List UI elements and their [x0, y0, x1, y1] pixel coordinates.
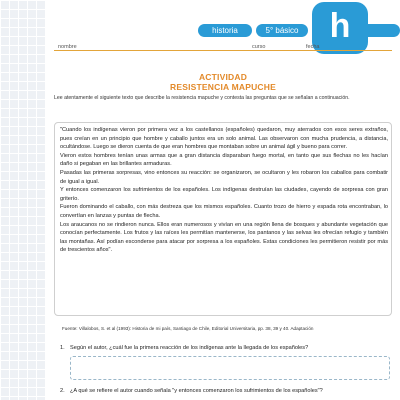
question-number: 2.	[60, 388, 65, 394]
passage-paragraph: Pasadas las primeras sorpresas, vino entonces su reacción: se organizaron, se ocultaron y les robaron los caballos para combatir de igual a igual.	[60, 169, 388, 185]
student-info-line	[54, 50, 392, 51]
passage-paragraph: "Cuando los indígenas vieron por primera vez a los castellanos (españoles) quedaron, muy aterrados con esos seres extraños, pues creían en un principio que hombre y caballo juntos era un solo animal. Las observaron con mucha prudencia, a distancia, ocultándose. Luego se dieron cuenta de que eran hombres que montaban sobre un animal ágil y bueno para correr.	[60, 127, 388, 151]
subject-tag: historia	[198, 24, 252, 37]
question-number: 1.	[60, 345, 65, 351]
source-citation: Fuente: Villalobos, S. et al (1993): Historia de mi país, Santiago de Chile, Editorial Universitaria, pp. 38, 39 y 40. Adaptación	[62, 326, 314, 331]
logo-tab	[368, 24, 400, 37]
question-text: ¿A qué se refiere el autor cuando señala "y entonces comenzaron los sufrimientos de los españoles"?	[70, 388, 323, 394]
fecha-label: fecha	[306, 44, 320, 50]
logo-icon: h	[312, 2, 368, 54]
activity-subtitle: RESISTENCIA MAPUCHE	[170, 82, 276, 92]
answer-box-1[interactable]	[70, 356, 390, 380]
passage-paragraph: Vieron estos hombres tenían unas armas que a gran distancia disparaban fuego mortal, en tanto que sus flechas no les hacían daño si pegaban en las brillantes armaduras.	[60, 152, 388, 168]
instructions: Lee atentamente el siguiente texto que describe la resistencia mapuche y contesta las preguntas que se señalan a continuación.	[54, 95, 350, 101]
passage-paragraph: Los araucanos no se rindieron nunca. Ellos eran numerosos y vivían en una región llena de bosques y abundante vegetación que conocían perfectamente. Los frutos y las raíces les permitían mantenerse, los pantanos y las selvas les ofrecían refugio y también las montañas. Así podían esconderse para atacar por sorpresa a los españoles. Estas condiciones les permitieron resistir por más de trescientos años".	[60, 221, 388, 254]
question-text: Según el autor, ¿cuál fue la primera reacción de los indígenas ante la llegada de los españoles?	[70, 345, 309, 351]
nombre-label: nombre	[58, 44, 77, 50]
passage-paragraph: Fueron dominando el caballo, con más destreza que los mismos españoles. Cuanto trozo de hierro y espada rota encontraban, lo convertían en lanzas y puntas de flecha.	[60, 204, 388, 219]
decorative-grid-band	[0, 0, 46, 400]
activity-title: ACTIVIDAD	[198, 72, 248, 82]
grade-tag: 5° básico	[256, 24, 308, 37]
question-1	[60, 344, 390, 352]
curso-label: curso	[252, 44, 266, 50]
question-2	[60, 387, 390, 395]
reading-passage	[60, 126, 388, 255]
passage-paragraph: Y entonces comenzaron los sufrimientos de los españoles. Los indígenas destruían las ciudades, cayendo de sorpresa con gran griterío.	[60, 187, 388, 202]
